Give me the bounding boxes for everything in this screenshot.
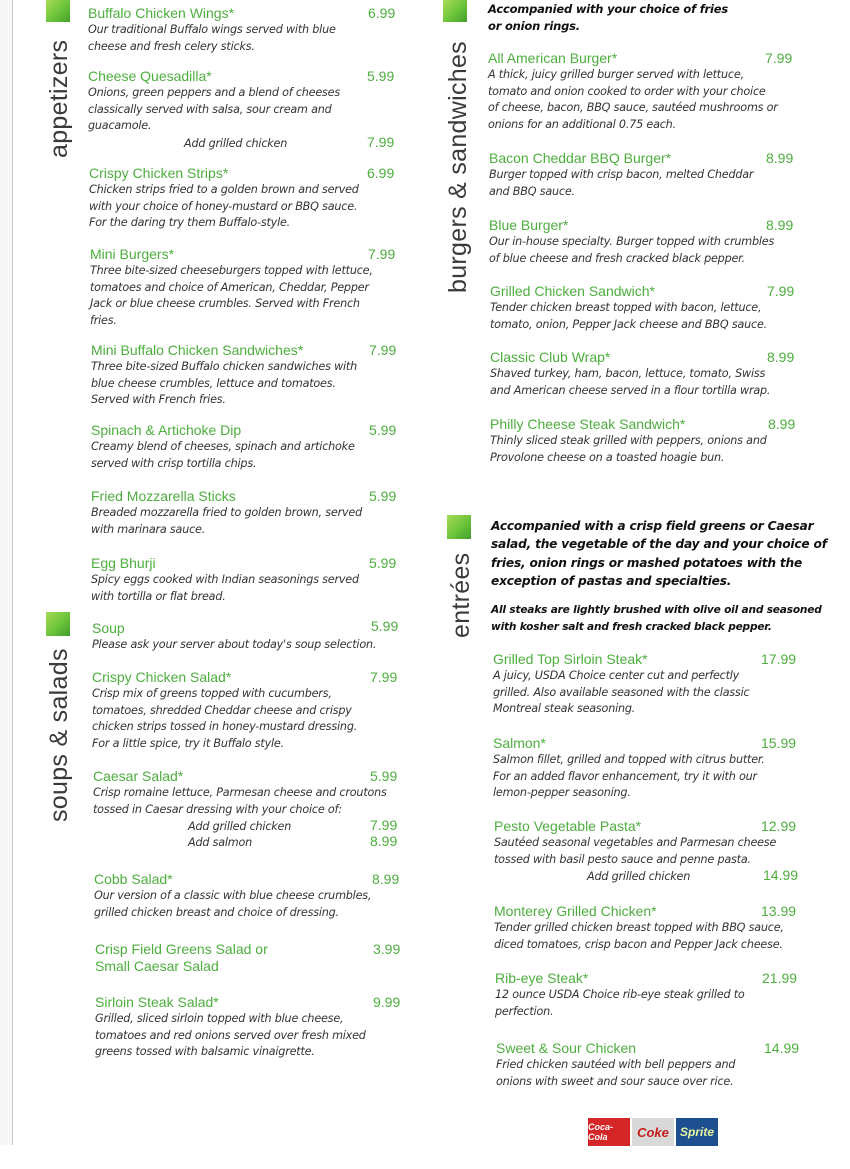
menu-item: Pesto Vegetable Pasta* 12.99 Sautéed seasonal vegetables and Parmesan cheese tossed with basil pesto sauce and penne pasta. Add grilled chicken 14.99	[494, 818, 814, 884]
item-description: Tender grilled chicken breast topped with BBQ sauce, diced tomatoes, crisp bacon and Pepper Jack cheese.	[494, 921, 784, 951]
menu-item: Sweet & Sour Chicken 14.99 Fried chicken sautéed with bell peppers and onions with sweet and sour sauce over rice.	[496, 1040, 816, 1090]
menu-item: Philly Cheese Steak Sandwich* 8.99 Thinly sliced steak grilled with peppers, onions and Provolone cheese on a toasted hoagie bun.	[490, 416, 810, 466]
menu-item: Monterey Grilled Chicken* 13.99 Tender grilled chicken breast topped with BBQ sauce, diced tomatoes, crisp bacon and Pepper Jack cheese.	[494, 903, 814, 953]
menu-item: Crispy Chicken Salad* 7.99 Crisp mix of greens topped with cucumbers, tomatoes, shredded Cheddar cheese and crispy chicken strips tossed in honey-mustard dressing. For a little spice, try it Buffalo style.	[92, 669, 404, 752]
item-description: A thick, juicy grilled burger served with lettuce, tomato and onion cooked to order with your choice of cheese, bacon, BBQ sauce, sautéed mushrooms or onions for an additional 0.75 each.	[488, 68, 778, 131]
item-description: Our version of a classic with blue cheese crumbles, grilled chicken breast and choice of dressing.	[94, 889, 372, 919]
item-description: Our in-house specialty. Burger topped with crumbles of blue cheese and fresh cracked black pepper.	[489, 235, 775, 265]
green-square-icon	[447, 515, 471, 539]
burgers-note: Accompanied with your choice of fries or onion rings.	[488, 2, 728, 33]
menu-item: Salmon* 15.99 Salmon fillet, grilled and topped with citrus butter. For an added flavor enhancement, try it with our lemon-pepper seasoning.	[493, 735, 813, 802]
menu-item: Blue Burger* 8.99 Our in-house specialty. Burger topped with crumbles of blue cheese and fresh cracked black pepper.	[489, 217, 809, 267]
item-addon: Add grilled chicken 7.99	[188, 817, 398, 833]
menu-item: Spinach & Artichoke Dip 5.99 Creamy blend of cheeses, spinach and artichoke served with crisp tortilla chips.	[91, 422, 403, 472]
green-square-icon	[443, 0, 467, 22]
item-description: Crisp romaine lettuce, Parmesan cheese and croutons tossed in Caesar dressing with your choice of:	[93, 786, 387, 816]
item-addon: Add grilled chicken 7.99	[184, 133, 395, 150]
item-addon: Add salmon 8.99	[188, 833, 398, 849]
menu-item: Sirloin Steak Salad* 9.99 Grilled, sliced sirloin topped with blue cheese, tomatoes and red onions served over fresh mixed greens tossed with balsamic vinaigrette.	[95, 994, 407, 1061]
section-soups-salads	[45, 612, 73, 822]
menu-item: Bacon Cheddar BBQ Burger* 8.99 Burger topped with crisp bacon, melted Cheddar and BBQ sauce.	[489, 150, 809, 200]
menu-item: Caesar Salad* 5.99 Crisp romaine lettuce, Parmesan cheese and croutons tossed in Caesar dressing with your choice of: Add grilled chicken 7.99 Add salmon 8.99	[93, 768, 405, 850]
green-square-icon	[46, 0, 70, 22]
section-entrees	[447, 515, 475, 638]
item-description: Sautéed seasonal vegetables and Parmesan cheese tossed with basil pesto sauce and penne pasta.	[494, 836, 777, 866]
coke-logo: Coke	[632, 1118, 674, 1146]
menu-item: Grilled Chicken Sandwich* 7.99 Tender chicken breast topped with bacon, lettuce, tomato, onion, Pepper Jack cheese and BBQ sauce.	[490, 283, 810, 333]
menu-item: Cheese Quesadilla* 5.99 Onions, green peppers and a blend of cheeses classically served with salsa, sour cream and guacamole. Add grilled chicken 7.99	[88, 68, 400, 151]
item-description: Salmon fillet, grilled and topped with citrus butter. For an added flavor enhancement, try it with our lemon-pepper seasoning.	[493, 753, 765, 799]
sprite-logo: Sprite	[676, 1118, 718, 1146]
item-description: A juicy, USDA Choice center cut and perfectly grilled. Also available seasoned with the classic Montreal steak seasoning.	[493, 669, 750, 715]
menu-item: Grilled Top Sirloin Steak* 17.99 A juicy, USDA Choice center cut and perfectly grilled. Also available seasoned with the classic Montreal steak seasoning.	[493, 651, 813, 718]
section-title: appetizers	[45, 39, 73, 158]
menu-item: Mini Buffalo Chicken Sandwiches* 7.99 Three bite-sized Buffalo chicken sandwiches with blue cheese crumbles, lettuce and tomatoes. Served with French fries.	[91, 342, 403, 409]
item-description: Spicy eggs cooked with Indian seasonings served with tortilla or flat bread.	[91, 573, 359, 603]
item-description: Three bite-sized cheeseburgers topped with lettuce, tomatoes and choice of American, Cheddar, Pepper Jack or blue cheese crumbles. Served with French fries.	[90, 264, 373, 327]
item-description: Our traditional Buffalo wings served with blue cheese and fresh celery sticks.	[88, 23, 336, 53]
item-description: Breaded mozzarella fried to golden brown, served with marinara sauce.	[91, 506, 362, 536]
item-description: Onions, green peppers and a blend of cheeses classically served with salsa, sour cream and guacamole.	[88, 86, 340, 132]
menu-item: Egg Bhurji 5.99 Spicy eggs cooked with Indian seasonings served with tortilla or flat bread.	[91, 555, 403, 605]
menu-item: Crisp Field Greens Salad or 3.99 Small Caesar Salad	[95, 941, 401, 974]
item-description: Three bite-sized Buffalo chicken sandwiches with blue cheese crumbles, lettuce and tomatoes. Served with French fries.	[91, 360, 358, 406]
item-description: Thinly sliced steak grilled with peppers, onions and Provolone cheese on a toasted hoagie bun.	[490, 434, 767, 464]
coca-cola-logo: Coca-Cola	[588, 1118, 630, 1146]
item-description: Burger topped with crisp bacon, melted Cheddar and BBQ sauce.	[489, 168, 754, 198]
item-description: Please ask your server about today's soup selection.	[92, 638, 377, 651]
green-square-icon	[46, 612, 70, 636]
menu-item: Buffalo Chicken Wings* 6.99 Our traditional Buffalo wings served with blue cheese and fresh celery sticks.	[88, 5, 400, 55]
section-title: burgers & sandwiches	[444, 41, 472, 293]
item-description: Grilled, sliced sirloin topped with blue cheese, tomatoes and red onions served over fresh mixed greens tossed with balsamic vinaigrette.	[95, 1012, 366, 1058]
section-title: soups & salads	[45, 648, 73, 822]
item-description: 12 ounce USDA Choice rib-eye steak grilled to perfection.	[495, 988, 745, 1018]
menu-item: Classic Club Wrap* 8.99 Shaved turkey, ham, bacon, lettuce, tomato, Swiss and American cheese served in a flour tortilla wrap.	[490, 349, 810, 399]
section-title: entrées	[447, 552, 475, 638]
menu-item: Fried Mozzarella Sticks 5.99 Breaded mozzarella fried to golden brown, served with marinara sauce.	[91, 488, 403, 538]
item-addon: Add grilled chicken 14.99	[587, 867, 799, 883]
steak-note: All steaks are lightly brushed with olive oil and seasoned with kosher salt and fresh cracked black pepper.	[491, 604, 822, 633]
item-description: Crisp mix of greens topped with cucumbers, tomatoes, shredded Cheddar cheese and crispy chicken strips tossed in honey-mustard dressing. For a little spice, try it Buffalo style.	[92, 687, 358, 750]
beverage-logos	[588, 1118, 718, 1146]
section-appetizers	[45, 0, 73, 158]
section-burgers	[443, 0, 472, 293]
item-description: Tender chicken breast topped with bacon, lettuce, tomato, onion, Pepper Jack cheese and BBQ sauce.	[490, 301, 767, 331]
item-description: Fried chicken sautéed with bell peppers and onions with sweet and sour sauce over rice.	[496, 1058, 736, 1088]
menu-item: Soup 5.99 Please ask your server about today's soup selection.	[92, 620, 404, 654]
menu-item: All American Burger* 7.99 A thick, juicy grilled burger served with lettuce, tomato and onion cooked to order with your choice of cheese, bacon, BBQ sauce, sautéed mushrooms or onions for an additional 0.75 each.	[488, 50, 808, 133]
menu-item: Rib-eye Steak* 21.99 12 ounce USDA Choice rib-eye steak grilled to perfection.	[495, 970, 815, 1020]
item-description: Chicken strips fried to a golden brown and served with your choice of honey-mustard or BBQ sauce. For the daring try them Buffalo-style.	[89, 183, 359, 229]
menu-item: Cobb Salad* 8.99 Our version of a classic with blue cheese crumbles, grilled chicken breast and choice of dressing.	[94, 871, 406, 921]
item-description: Shaved turkey, ham, bacon, lettuce, tomato, Swiss and American cheese served in a flour tortilla wrap.	[490, 367, 771, 397]
menu-item: Crispy Chicken Strips* 6.99 Chicken strips fried to a golden brown and served with your choice of honey-mustard or BBQ sauce. For the daring try them Buffalo-style.	[89, 165, 401, 232]
menu-item: Mini Burgers* 7.99 Three bite-sized cheeseburgers topped with lettuce, tomatoes and choice of American, Cheddar, Pepper Jack or blue cheese crumbles. Served with French fries.	[90, 246, 402, 329]
page-edge	[0, 0, 13, 1145]
item-description: Creamy blend of cheeses, spinach and artichoke served with crisp tortilla chips.	[91, 440, 355, 470]
entrees-note: Accompanied with a crisp field greens or Caesar salad, the vegetable of the day and your choice of fries, onion rings or mashed potatoes with the exception of pastas and specialties.	[491, 519, 827, 589]
